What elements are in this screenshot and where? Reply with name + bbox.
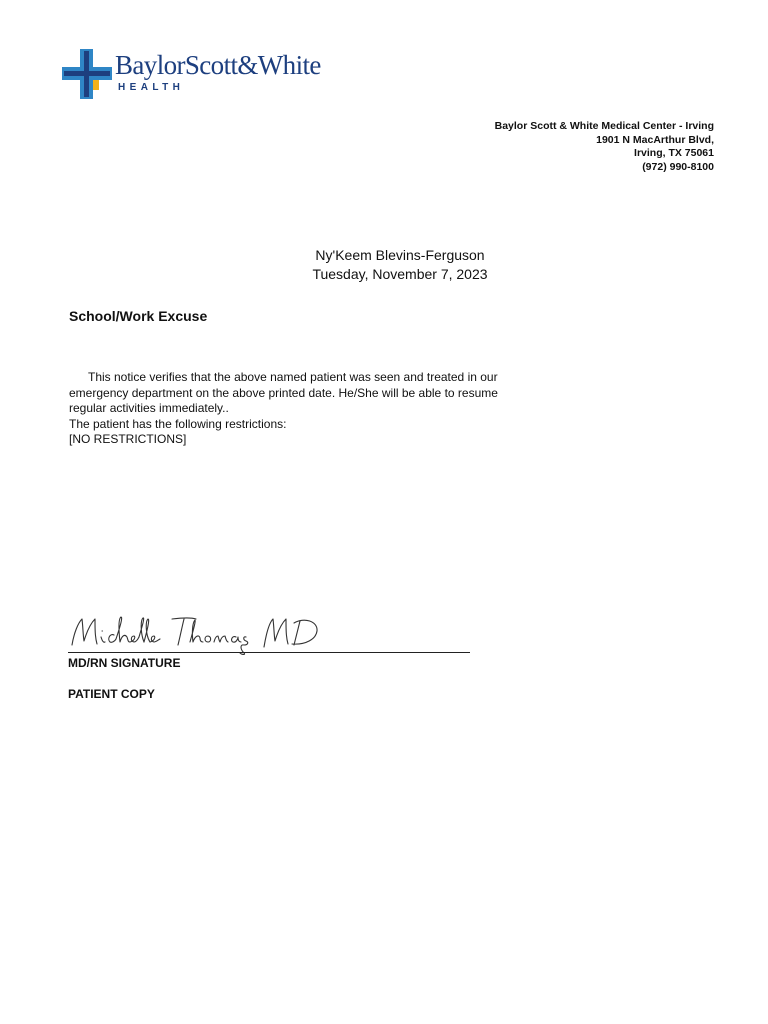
copy-label: PATIENT COPY	[68, 687, 155, 701]
document-body	[69, 370, 529, 448]
brand-logo	[62, 49, 332, 101]
facility-name: Baylor Scott & White Medical Center - Irving	[494, 120, 714, 132]
restrictions-intro: The patient has the following restrictions:	[69, 416, 287, 431]
document-title: School/Work Excuse	[69, 308, 208, 324]
facility-address	[495, 120, 714, 174]
patient-name: Ny'Keem Blevins-Ferguson	[315, 247, 485, 263]
facility-street: 1901 N MacArthur Blvd,	[596, 133, 714, 146]
visit-date: Tuesday, November 7, 2023	[312, 265, 488, 282]
patient-block	[200, 246, 600, 283]
signature-line	[68, 652, 470, 653]
brand-subtitle: HEALTH	[118, 82, 185, 93]
brand-name: BaylorScott&White	[115, 50, 321, 80]
facility-phone: (972) 990-8100	[642, 160, 714, 173]
facility-city: Irving, TX 75061	[634, 147, 714, 159]
cross-logo-icon	[62, 49, 112, 99]
signature-label: MD/RN SIGNATURE	[68, 656, 181, 670]
restrictions-value: [NO RESTRICTIONS]	[69, 432, 187, 446]
handwritten-signature	[68, 609, 328, 655]
notice-paragraph: This notice verifies that the above named patient was seen and treated in our emergency department on the above printed date. He/She will be able to resume regular activities immediately..	[69, 370, 498, 415]
